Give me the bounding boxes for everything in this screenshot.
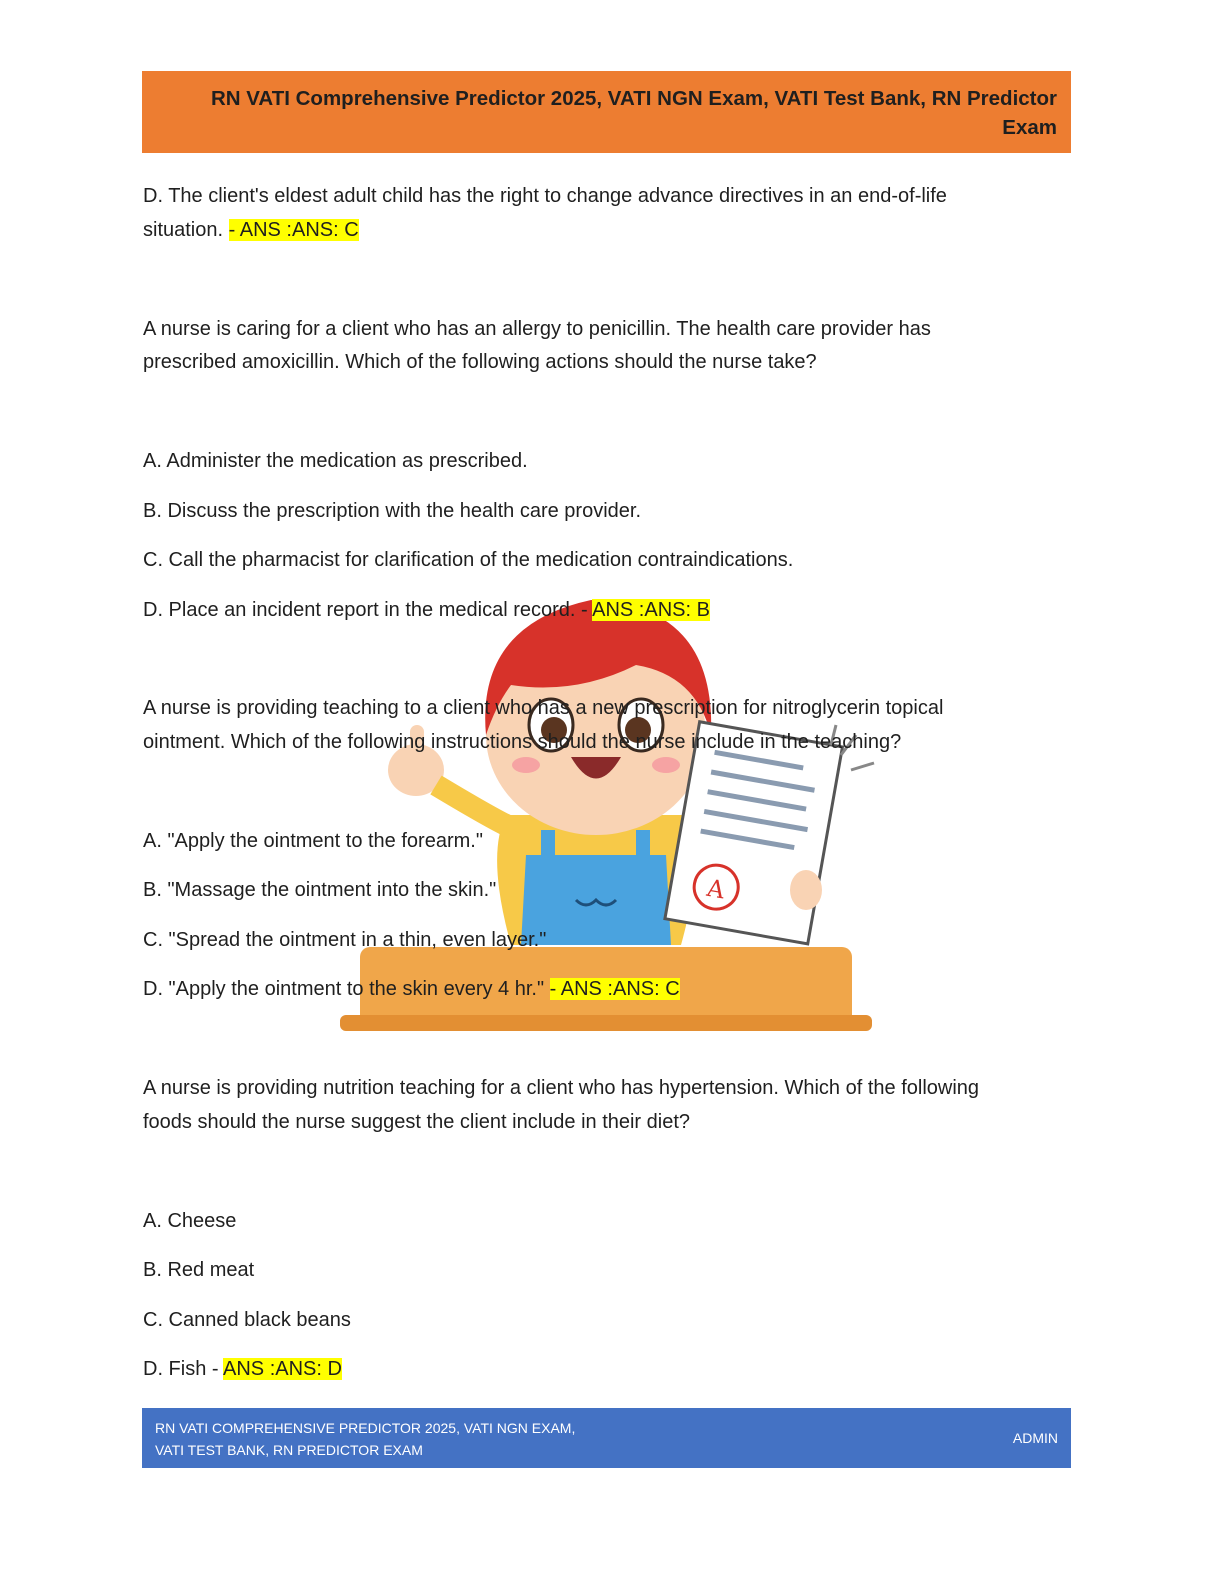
q2-answer-highlight: - ANS :ANS: C <box>549 978 680 1000</box>
footer-author: ADMIN <box>1012 1430 1058 1446</box>
q3-option-b: B. Red meat <box>143 1259 255 1281</box>
q2-option-d <box>143 975 680 1003</box>
q2-option-a: A. "Apply the ointment to the forearm." <box>143 830 483 852</box>
q1-option-a: A. Administer the medication as prescribed. <box>143 450 528 472</box>
q3-option-d-text: D. Fish - <box>143 1358 219 1380</box>
q3-answer-highlight: ANS :ANS: D <box>223 1358 342 1380</box>
footer-left-text <box>155 1417 575 1461</box>
q0-option-d-line-1: D. The client's eldest adult child has the right to change advance directives in an end-of-life <box>143 185 947 207</box>
q1-stem-line-1: A nurse is caring for a client who has an allergy to penicillin. The health care provider has <box>143 318 931 340</box>
q0-option-d-text: situation. <box>143 219 224 241</box>
q3-option-c: C. Canned black beans <box>143 1309 351 1331</box>
q2-stem-line-1: A nurse is providing teaching to a client who has a new prescription for nitroglycerin topical <box>143 697 944 719</box>
q2-option-d-text: D. "Apply the ointment to the skin every 4 hr." <box>143 978 545 1000</box>
q0-option-d-line-2 <box>143 216 359 244</box>
footer-left-line-2: VATI TEST BANK, RN PREDICTOR EXAM <box>155 1442 423 1458</box>
q1-stem-line-2: prescribed amoxicillin. Which of the following actions should the nurse take? <box>143 351 817 373</box>
q1-option-d-text: D. Place an incident report in the medical record. - <box>143 599 588 621</box>
q2-option-c: C. "Spread the ointment in a thin, even layer." <box>143 929 547 951</box>
q3-option-a: A. Cheese <box>143 1210 237 1232</box>
header-title-line-1: RN VATI Comprehensive Predictor 2025, VATI NGN Exam, VATI Test Bank, RN Predictor <box>210 87 1057 110</box>
q1-option-d <box>143 596 710 624</box>
q3-stem-line-2: foods should the nurse suggest the client include in their diet? <box>143 1111 691 1133</box>
page-footer-banner <box>142 1408 1071 1468</box>
q3-stem-line-1: A nurse is providing nutrition teaching for a client who has hypertension. Which of the following <box>143 1077 980 1099</box>
footer-left-line-1: RN VATI COMPREHENSIVE PREDICTOR 2025, VATI NGN EXAM, <box>155 1420 576 1436</box>
q2-option-b: B. "Massage the ointment into the skin." <box>143 879 497 901</box>
header-title-line-2: Exam <box>1002 116 1057 139</box>
q1-answer-highlight: ANS :ANS: B <box>592 599 710 621</box>
q1-option-b: B. Discuss the prescription with the health care provider. <box>143 500 642 522</box>
svg-text:A: A <box>704 873 727 905</box>
q1-option-c: C. Call the pharmacist for clarification of the medication contraindications. <box>143 549 794 571</box>
q3-option-d <box>143 1355 342 1383</box>
q0-answer-highlight: - ANS :ANS: C <box>228 219 359 241</box>
q2-stem-line-2: ointment. Which of the following instructions should the nurse include in the teaching? <box>143 731 902 753</box>
